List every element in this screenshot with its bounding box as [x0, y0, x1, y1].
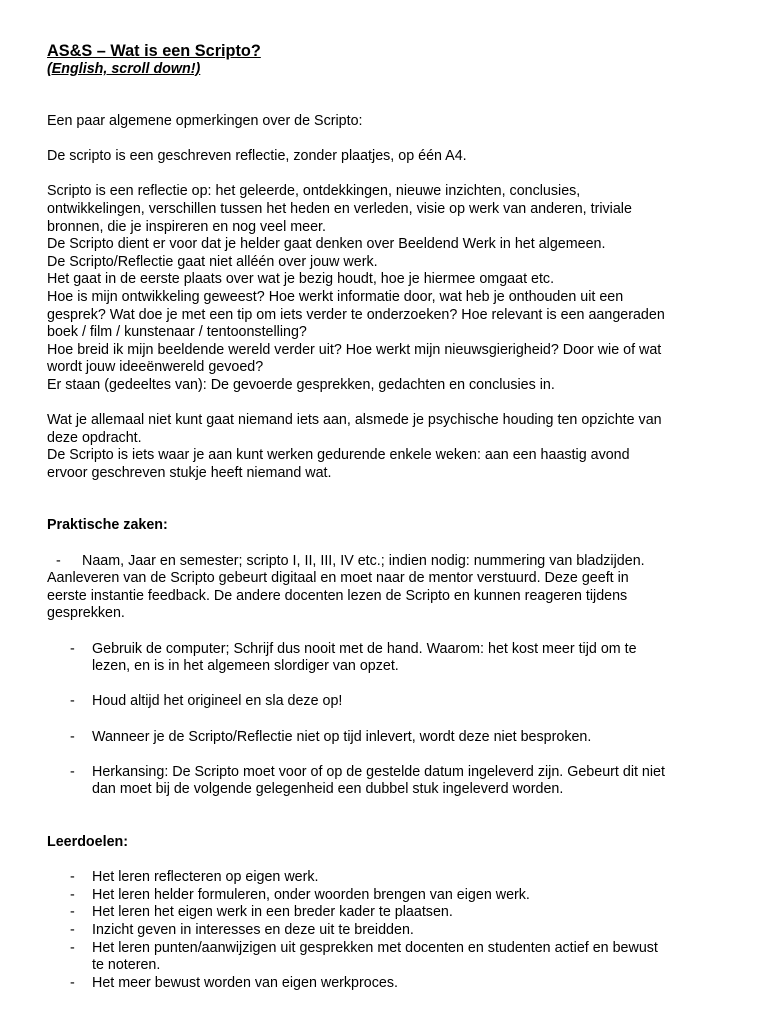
practical-item-1: [47, 553, 727, 623]
text-line: Hoe breid ik mijn beeldende wereld verder uit? Hoe werkt mijn nieuwsgierigheid? Door wie of wat: [47, 341, 662, 358]
practical-item-4: [47, 729, 727, 747]
text-line: deze opdracht.: [47, 429, 142, 446]
paragraph-a4: De scripto is een geschreven reflectie, zonder plaatjes, op één A4.: [47, 148, 467, 165]
list-item-text: Het leren helder formuleren, onder woorden brengen van eigen werk.: [92, 886, 530, 903]
list-dash: -: [70, 640, 75, 657]
text-line: gesprekken.: [47, 605, 125, 622]
goal-item: [47, 922, 727, 940]
goal-item: [47, 869, 727, 887]
list-dash: -: [70, 921, 75, 938]
list-item-text: te noteren.: [92, 957, 161, 974]
list-item-text: Het meer bewust worden van eigen werkproces.: [92, 974, 398, 991]
document-subtitle: (English, scroll down!): [47, 61, 201, 77]
intro-paragraph: Een paar algemene opmerkingen over de Scripto:: [47, 113, 363, 129]
practical-item-5: [47, 764, 727, 799]
goals-heading: Leerdoelen:: [47, 833, 129, 850]
text-line: De Scripto dient er voor dat je helder gaat denken over Beeldend Werk in het algemeen.: [47, 236, 606, 253]
attitude-paragraph: [47, 412, 727, 482]
reflection-paragraph: [47, 183, 727, 394]
text-line: Wat je allemaal niet kunt gaat niemand iets aan, alsmede je psychische houding ten opzichte van: [47, 412, 662, 429]
list-dash: -: [70, 693, 75, 710]
text-line: wordt jouw ideeënwereld gevoed?: [47, 359, 264, 376]
text-line: De Scripto/Reflectie gaat niet alléén over jouw werk.: [47, 253, 378, 270]
list-item-text: Herkansing: De Scripto moet voor of op de gestelde datum ingeleverd zijn. Gebeurt dit niet: [92, 763, 665, 780]
list-item-text: Gebruik de computer; Schrijf dus nooit met de hand. Waarom: het kost meer tijd om te: [92, 640, 637, 657]
list-dash: -: [70, 869, 75, 886]
goal-item: [47, 975, 727, 993]
list-dash: -: [70, 904, 75, 921]
list-item-text: lezen, en is in het algemeen slordiger van opzet.: [92, 658, 399, 675]
list-dash: -: [70, 728, 75, 745]
list-dash: -: [56, 552, 61, 569]
list-item-text: Inzicht geven in interesses en deze uit te breidden.: [92, 921, 414, 938]
practical-heading: Praktische zaken:: [47, 517, 168, 534]
text-line: Het gaat in de eerste plaats over wat je bezig houdt, hoe je hiermee omgaat etc.: [47, 271, 555, 288]
text-line: bronnen, die je inspireren en nog veel meer.: [47, 218, 326, 235]
text-line: Scripto is een reflectie op: het geleerde, ontdekkingen, nieuwe inzichten, conclusies,: [47, 183, 581, 200]
goal-item: [47, 904, 727, 922]
text-line: Aanleveren van de Scripto gebeurt digitaal en moet naar de mentor verstuurd. Deze geeft in: [47, 570, 629, 587]
list-item-text: Het leren reflecteren op eigen werk.: [92, 869, 319, 886]
list-dash: -: [70, 763, 75, 780]
list-dash: -: [70, 886, 75, 903]
list-item-text: Het leren punten/aanwijzigen uit gesprekken met docenten en studenten actief en bewust: [92, 939, 658, 956]
list-item-text: Het leren het eigen werk in een breder kader te plaatsen.: [92, 904, 453, 921]
goal-item: [47, 940, 727, 975]
list-dash: -: [70, 974, 75, 991]
practical-item-2: [47, 641, 727, 676]
text-line: ontwikkelingen, verschillen tussen het heden en verleden, visie op werk van anderen, triviale: [47, 200, 632, 217]
list-item-text: dan moet bij de volgende gelegenheid een dubbel stuk ingeleverd worden.: [92, 781, 564, 798]
text-line: gesprek? Wat doe je met een tip om iets verder te onderzoeken? Hoe relevant is een aangeraden: [47, 306, 665, 323]
text-line: ervoor geschreven stukje heeft niemand wat.: [47, 464, 332, 481]
text-line: eerste instantie feedback. De andere docenten lezen de Scripto en kunnen reageren tijdens: [47, 587, 628, 604]
text-line: boek / film / kunstenaar / tentoonstelling?: [47, 324, 307, 341]
document-title: AS&S – Wat is een Scripto?: [47, 42, 261, 60]
text-line: Er staan (gedeeltes van): De gevoerde gesprekken, gedachten en conclusies in.: [47, 376, 555, 393]
practical-item-3: [47, 693, 727, 711]
document-page: [47, 42, 727, 992]
list-dash: -: [70, 939, 75, 956]
list-item-text: Houd altijd het origineel en sla deze op!: [92, 693, 343, 710]
list-item-text: Naam, Jaar en semester; scripto I, II, III, IV etc.; indien nodig: nummering van bladzijden.: [82, 552, 645, 569]
list-item-text: Wanneer je de Scripto/Reflectie niet op tijd inlevert, wordt deze niet besproken.: [92, 728, 592, 745]
goal-item: [47, 887, 727, 905]
text-line: De Scripto is iets waar je aan kunt werken gedurende enkele weken: aan een haastig avond: [47, 447, 630, 464]
goals-list: [47, 869, 727, 992]
text-line: Hoe is mijn ontwikkeling geweest? Hoe werkt informatie door, wat heb je onthouden uit een: [47, 288, 624, 305]
